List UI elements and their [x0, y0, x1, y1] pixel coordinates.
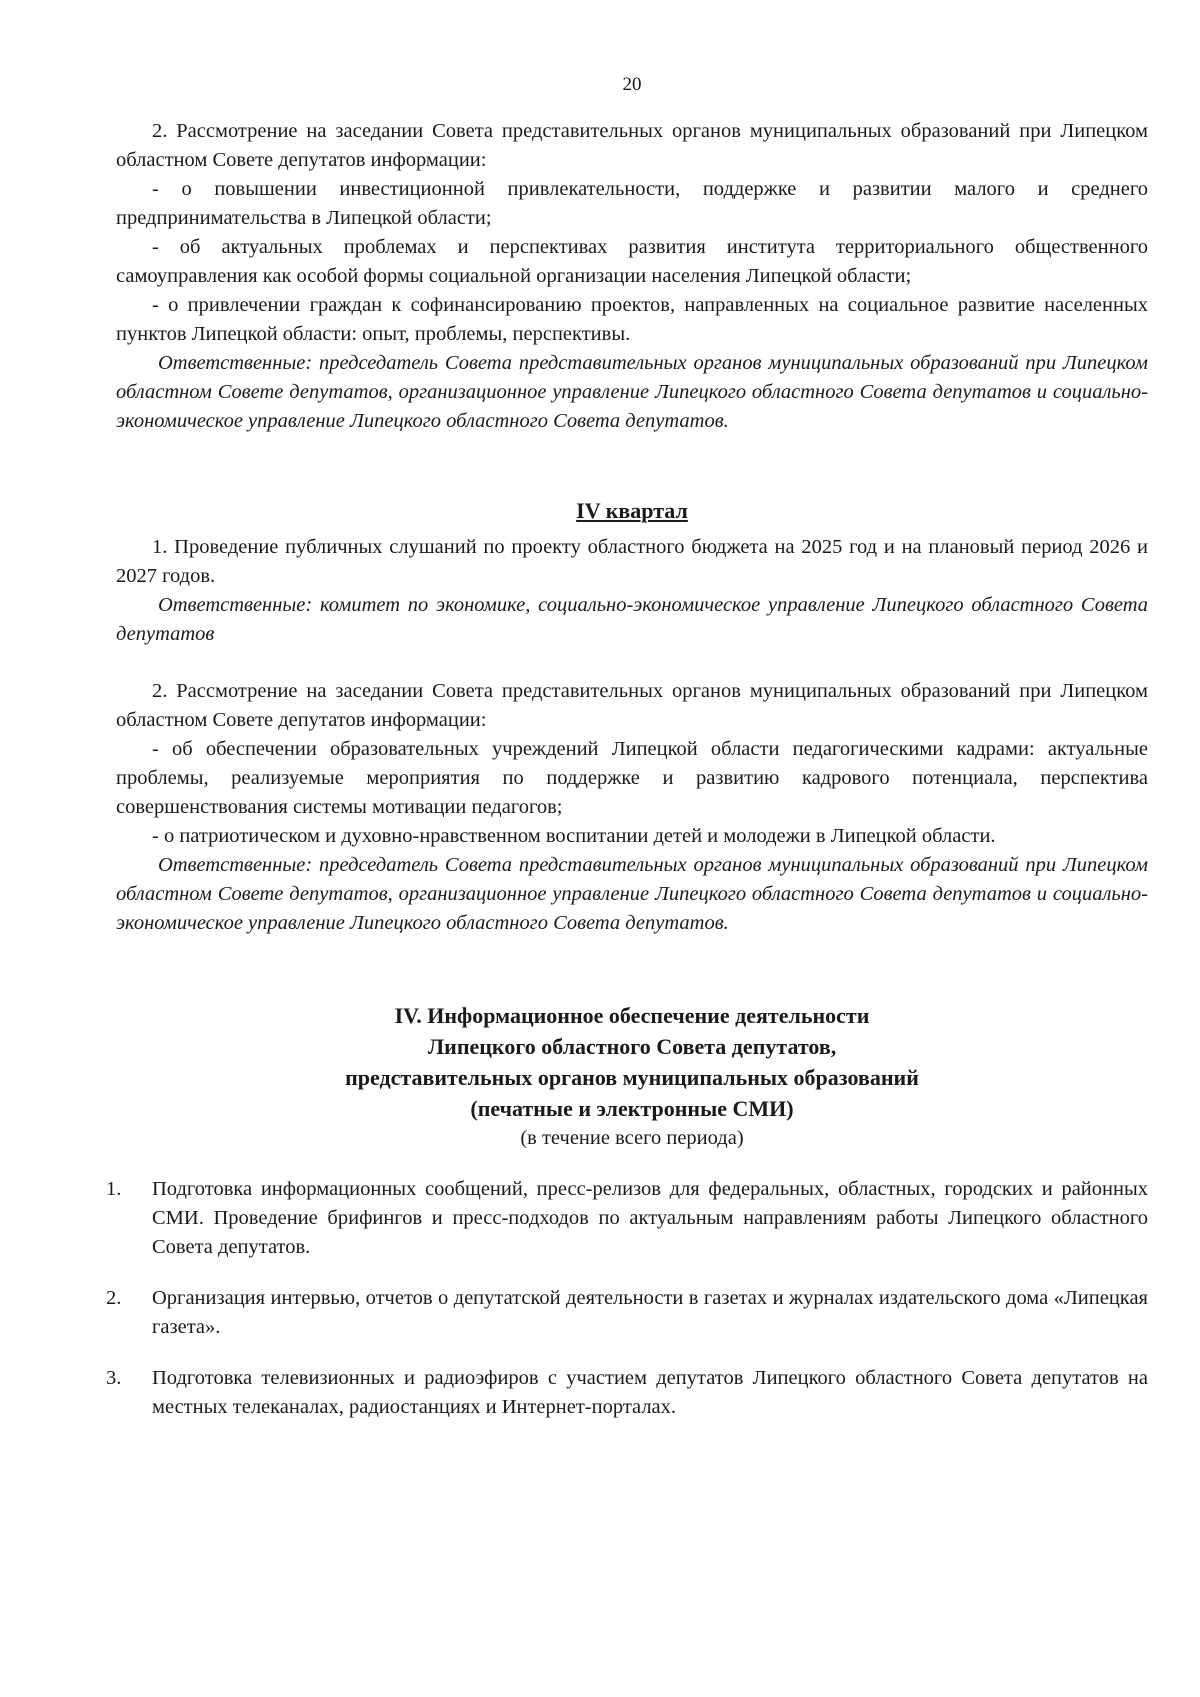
section-4-title-line: представительных органов муниципальных образований [345, 1065, 919, 1090]
list-item-number: 1. [106, 1178, 122, 1200]
block1-bullet-3: - о привлечении граждан к софинансированию проектов, направленных на социальное развитие населенных пунктов Липецкой области: опыт, проблемы, перспективы. [116, 294, 1148, 345]
section-4-title-line: Липецкого областного Совета депутатов, [427, 1034, 837, 1059]
section-4-title-line: IV. Информационное обеспечение деятельности [394, 1003, 870, 1028]
document-page [106, 70, 1148, 1444]
list-item-number: 3. [106, 1367, 122, 1389]
quarter4-item-2-responsible: Ответственные: председатель Совета представительных органов муниципальных образований при Липецком областном Совете депутатов, организационное управление Липецкого областного Совета депутатов и социально-экономическое управление Липецкого областного Совета депутатов. [116, 854, 1148, 934]
section-4-title [116, 1000, 1148, 1124]
list-item-text: Подготовка информационных сообщений, пресс-релизов для федеральных, областных, городских и районных СМИ. Проведение брифингов и пресс-подходов по актуальным направлениям работы Липецкого областного Совета депутатов. [152, 1178, 1148, 1258]
list-item-text: Подготовка телевизионных и радиоэфиров с участием депутатов Липецкого областного Совета депутатов на местных телеканалах, радиостанциях и Интернет-порталах. [152, 1367, 1148, 1418]
block1-bullet-1: - о повышении инвестиционной привлекательности, поддержке и развитии малого и среднего предпринимательства в Липецкой области; [116, 178, 1148, 229]
quarter4-bullet-2: - о патриотическом и духовно-нравственном воспитании детей и молодежи в Липецкой области. [152, 825, 996, 847]
quarter4-item-1: 1. Проведение публичных слушаний по проекту областного бюджета на 2025 год и на плановый период 2026 и 2027 годов. [116, 536, 1148, 587]
block1-responsible: Ответственные: председатель Совета представительных органов муниципальных образований при Липецком областном Совете депутатов, организационное управление Липецкого областного Совета депутатов и социально-экономическое управление Липецкого областного Совета депутатов. [116, 352, 1148, 432]
block1-item-2: 2. Рассмотрение на заседании Совета представительных органов муниципальных образований при Липецком областном Совете депутатов информации: [116, 120, 1148, 171]
list-item-text: Организация интервью, отчетов о депутатской деятельности в газетах и журналах издательского дома «Липецкая газета». [152, 1287, 1148, 1338]
quarter-4-heading: IV квартал [576, 498, 688, 523]
list-item [106, 1284, 1148, 1342]
section-4-subtitle: (в течение всего периода) [520, 1127, 744, 1149]
quarter4-bullet-1: - об обеспечении образовательных учреждений Липецкой области педагогическими кадрами: актуальные проблемы, реализуемые мероприятия по поддержке и развитию кадрового потенциала, перспектива совершенствования системы мотивации педагогов; [116, 738, 1148, 818]
list-item-number: 2. [106, 1287, 122, 1309]
list-item [106, 1364, 1148, 1422]
quarter4-item-2: 2. Рассмотрение на заседании Совета представительных органов муниципальных образований при Липецком областном Совете депутатов информации: [116, 680, 1148, 731]
spacer [116, 649, 1148, 677]
list-item [106, 1175, 1148, 1262]
quarter4-item-1-responsible: Ответственные: комитет по экономике, социально-экономическое управление Липецкого областного Совета депутатов [116, 594, 1148, 645]
page-number: 20 [622, 74, 642, 95]
section-4-list [106, 1175, 1148, 1422]
section-4-title-line: (печатные и электронные СМИ) [470, 1096, 794, 1121]
block1-bullet-2: - об актуальных проблемах и перспективах развития института территориального общественного самоуправления как особой формы социальной организации населения Липецкой области; [116, 236, 1148, 287]
